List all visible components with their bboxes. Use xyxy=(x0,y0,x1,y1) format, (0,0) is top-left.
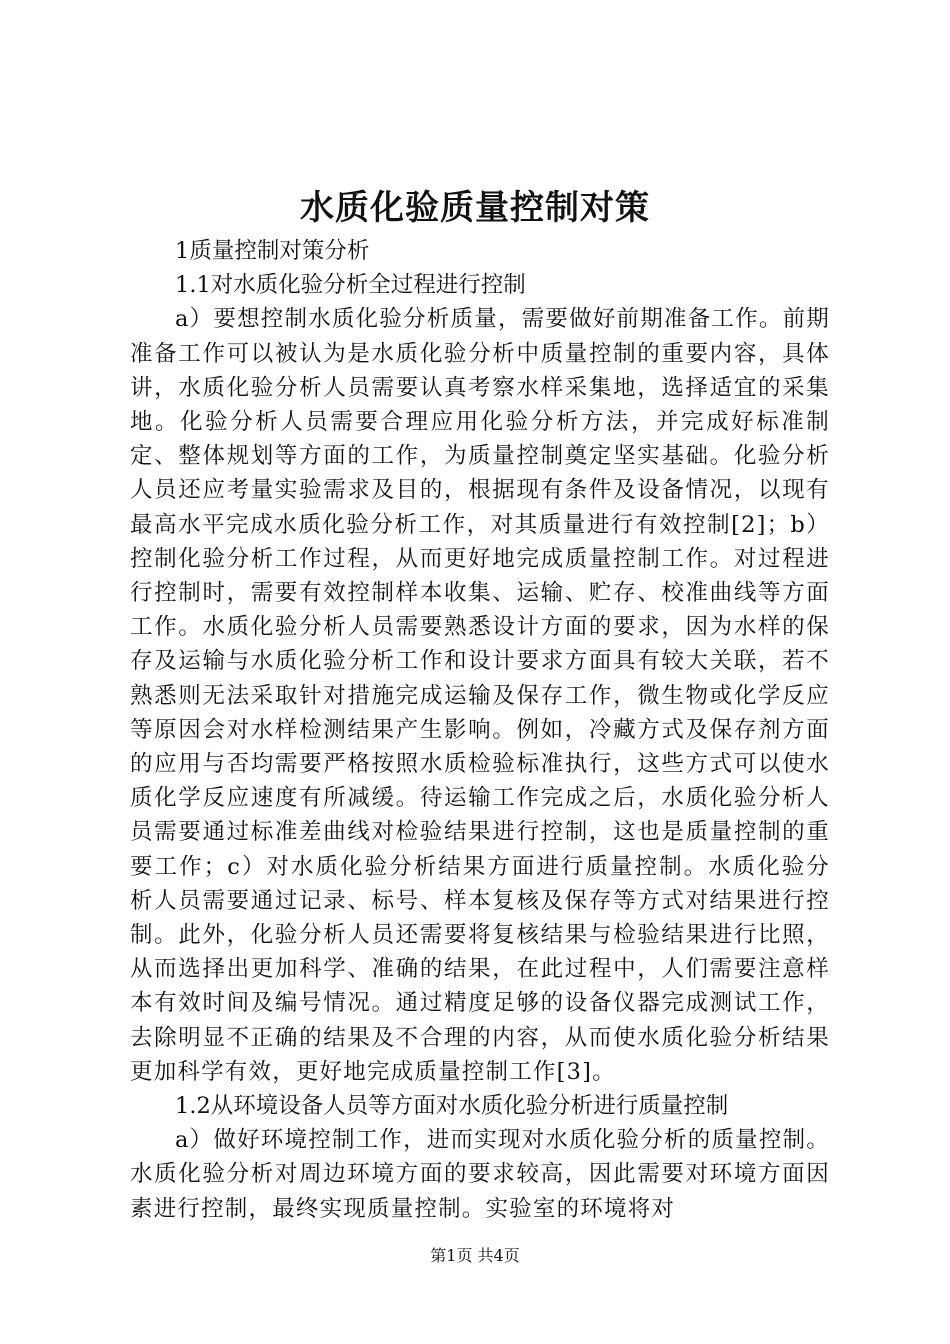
section-heading-1-2: 1.2从环境设备人员等方面对水质化验分析进行质量控制 xyxy=(175,1093,729,1120)
body-paragraph-2: a）做好环境控制工作，进而实现对水质化验分析的质量控制。水质化验分析对周边环境方面的要求较高，因此需要对环境方面因素进行控制，最终实现质量控制。实验室的环境将对 xyxy=(130,1127,830,1222)
page-footer: 第1页 共4页 xyxy=(430,1246,520,1265)
document-body xyxy=(130,234,830,1226)
document-title: 水质化验质量控制对策 xyxy=(300,188,650,228)
section-heading-1: 1质量控制对策分析 xyxy=(175,238,370,264)
section-heading-1-1: 1.1对水质化验分析全过程进行控制 xyxy=(175,272,526,299)
body-paragraph-1: a）要想控制水质化验分析质量，需要做好前期准备工作。前期准备工作可以被认为是水质化验分析中质量控制的重要内容，具体讲，水质化验分析人员需要认真考察水样采集地，选择适宜的采集地。化验分析人员需要合理应用化验分析方法，并完成好标准制定、整体规划等方面的工作，为质量控制奠定坚实基础。化验分析人员还应考量实验需求及目的，根据现有条件及设备情况，以现有最高水平完成水质化验分析工作，对其质量进行有效控制[2]；b）控制化验分析工作过程，从而更好地完成质量控制工作。对过程进行控制时，需要有效控制样本收集、运输、贮存、校准曲线等方面工作。水质化验分析人员需要熟悉设计方面的要求，因为水样的保存及运输与水质化验分析工作和设计要求方面具有较大关联，若不熟悉则无法采取针对措施完成运输及保存工作，微生物或化学反应等原因会对水样检测结果产生影响。例如，冷藏方式及保存剂方面的应用与否均需要严格按照水质检验标准执行，这些方式可以使水质化学反应速度有所减缓。待运输工作完成之后，水质化验分析人员需要通过标准差曲线对检验结果进行控制，这也是质量控制的重要工作；c）对水质化验分析结果方面进行质量控制。水质化验分析人员需要通过记录、标号、样本复核及保存等方式对结果进行控制。此外，化验分析人员还需要将复核结果与检验结果进行比照，从而选择出更加科学、准确的结果，在此过程中，人们需要注意样本有效时间及编号情况。通过精度足够的设备仪器完成测试工作，去除明显不正确的结果及不合理的内容，从而使水质化验分析结果更加科学有效，更好地完成质量控制工作[3]。 xyxy=(130,306,830,1085)
